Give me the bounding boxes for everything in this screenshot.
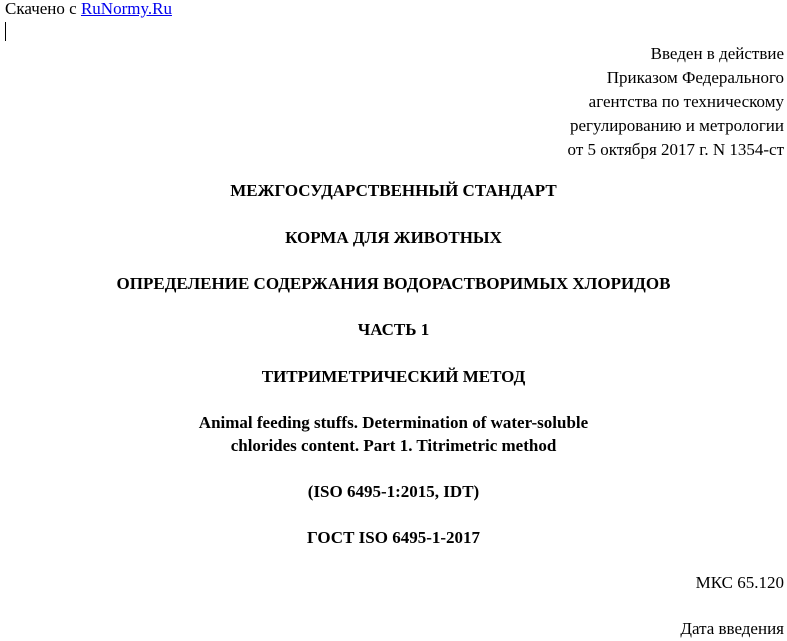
enactment-line: от 5 октября 2017 г. N 1354-ст xyxy=(567,140,784,159)
english-title-line-2: chlorides content. Part 1. Titrimetric method xyxy=(230,436,557,455)
text-cursor xyxy=(5,22,6,41)
method-heading: ТИТРИМЕТРИЧЕСКИЙ МЕТОД xyxy=(261,367,526,386)
download-source-label: Скачено с xyxy=(5,0,77,18)
mks-code: МКС 65.120 xyxy=(695,573,784,592)
determination-heading: ОПРЕДЕЛЕНИЕ СОДЕРЖАНИЯ ВОДОРАСТВОРИМЫХ ХЛОРИДОВ xyxy=(116,274,671,293)
enactment-line: Введен в действие xyxy=(650,44,784,63)
subject-heading: КОРМА ДЛЯ ЖИВОТНЫХ xyxy=(285,228,502,247)
enactment-line: агентства по техническому xyxy=(588,92,784,111)
english-title-line-1: Animal feeding stuffs. Determination of water-soluble xyxy=(198,413,589,432)
date-of-introduction-label: Дата введения xyxy=(680,619,784,638)
enactment-block xyxy=(568,42,784,162)
part-heading: ЧАСТЬ 1 xyxy=(357,320,430,339)
standard-type-heading: МЕЖГОСУДАРСТВЕННЫЙ СТАНДАРТ xyxy=(230,181,557,200)
enactment-line: Приказом Федерального xyxy=(606,68,784,87)
enactment-line: регулированию и метрологии xyxy=(569,116,784,135)
download-source xyxy=(5,0,172,21)
gost-designation: ГОСТ ISO 6495-1-2017 xyxy=(306,528,481,547)
iso-reference: (ISO 6495-1:2015, IDT) xyxy=(307,482,480,501)
runormy-link[interactable]: RuNormy.Ru xyxy=(80,0,172,18)
